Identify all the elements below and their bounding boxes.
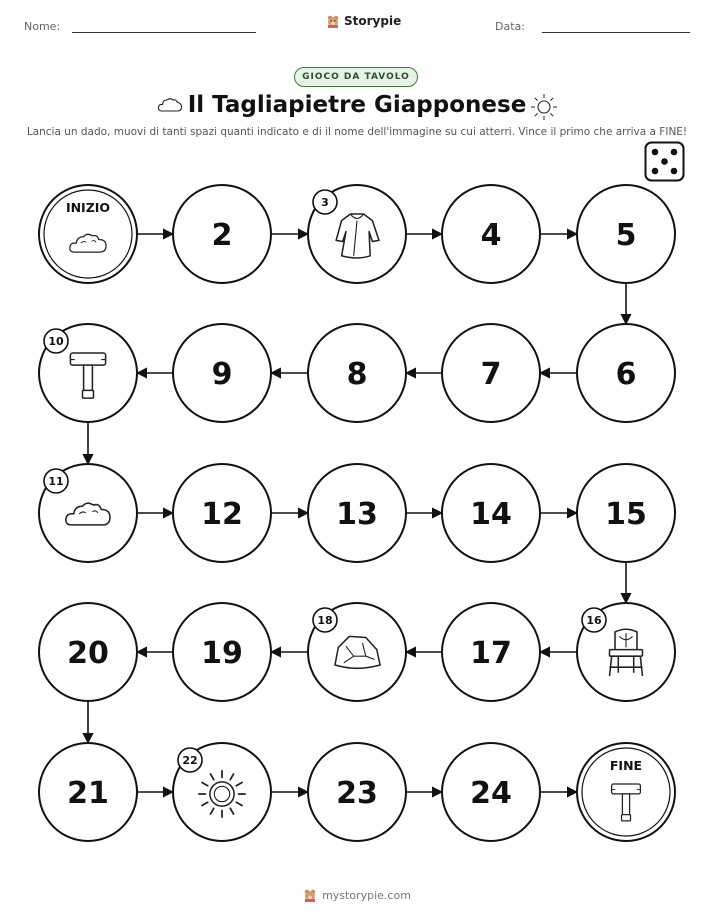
space-number: 10 (48, 335, 64, 348)
footer-url[interactable]: mystorypie.com (322, 888, 411, 902)
board-space-21 (39, 743, 137, 841)
bear-icon (303, 888, 317, 902)
board-space-8 (308, 324, 406, 422)
name-label: Nome: (24, 20, 61, 33)
instructions: Lancia un dado, muovi di tanti spazi quanti indicato e di il nome dell'immagine su cui atterri. Vince il primo che arriva a FINE! (26, 126, 688, 138)
space-number: 21 (67, 776, 109, 811)
space-number: 8 (346, 357, 368, 392)
board-space-16 (577, 603, 675, 701)
board-space-19 (173, 603, 271, 701)
footer (0, 888, 714, 902)
category-badge: GIOCO DA TAVOLO (294, 67, 418, 87)
board-space-3 (308, 185, 406, 283)
space-number: 2 (211, 218, 233, 253)
space-number: 24 (470, 776, 512, 811)
board-space-fine (577, 743, 675, 841)
space-number: 20 (67, 636, 109, 671)
space-number: 9 (211, 357, 233, 392)
space-number: 17 (470, 636, 512, 671)
board-space-2 (173, 185, 271, 283)
space-label: FINE (609, 758, 643, 773)
board-space-20 (39, 603, 137, 701)
space-number: 3 (321, 196, 329, 209)
board-space-14 (442, 464, 540, 562)
space-number: 11 (48, 475, 64, 488)
space-number: 16 (586, 614, 602, 627)
space-number: 5 (615, 218, 637, 253)
space-number: 15 (605, 497, 647, 532)
board-space-10 (39, 324, 137, 422)
board-space-24 (442, 743, 540, 841)
board-space-22 (173, 743, 271, 841)
space-number: 13 (336, 497, 378, 532)
space-label: INIZIO (65, 200, 111, 215)
board-space-23 (308, 743, 406, 841)
board-space-7 (442, 324, 540, 422)
board-space-18 (308, 603, 406, 701)
board-space-11 (39, 464, 137, 562)
brand-name: Storypie (344, 14, 402, 28)
date-label: Data: (495, 20, 525, 33)
board-space-5 (577, 185, 675, 283)
board-space-15 (577, 464, 675, 562)
space-number: 22 (182, 754, 198, 767)
board-space-12 (173, 464, 271, 562)
space-number: 14 (470, 497, 512, 532)
space-number: 12 (201, 497, 243, 532)
space-number: 6 (615, 357, 637, 392)
space-number: 4 (480, 218, 502, 253)
board-space-inizio (39, 185, 137, 283)
board-space-13 (308, 464, 406, 562)
board-space-4 (442, 185, 540, 283)
space-number: 7 (480, 357, 502, 392)
board-space-9 (173, 324, 271, 422)
space-number: 19 (201, 636, 243, 671)
space-number: 18 (317, 614, 333, 627)
board-space-6 (577, 324, 675, 422)
board-space-17 (442, 603, 540, 701)
space-number: 23 (336, 776, 378, 811)
page-title: Il Tagliapietre Giapponese (187, 92, 527, 118)
